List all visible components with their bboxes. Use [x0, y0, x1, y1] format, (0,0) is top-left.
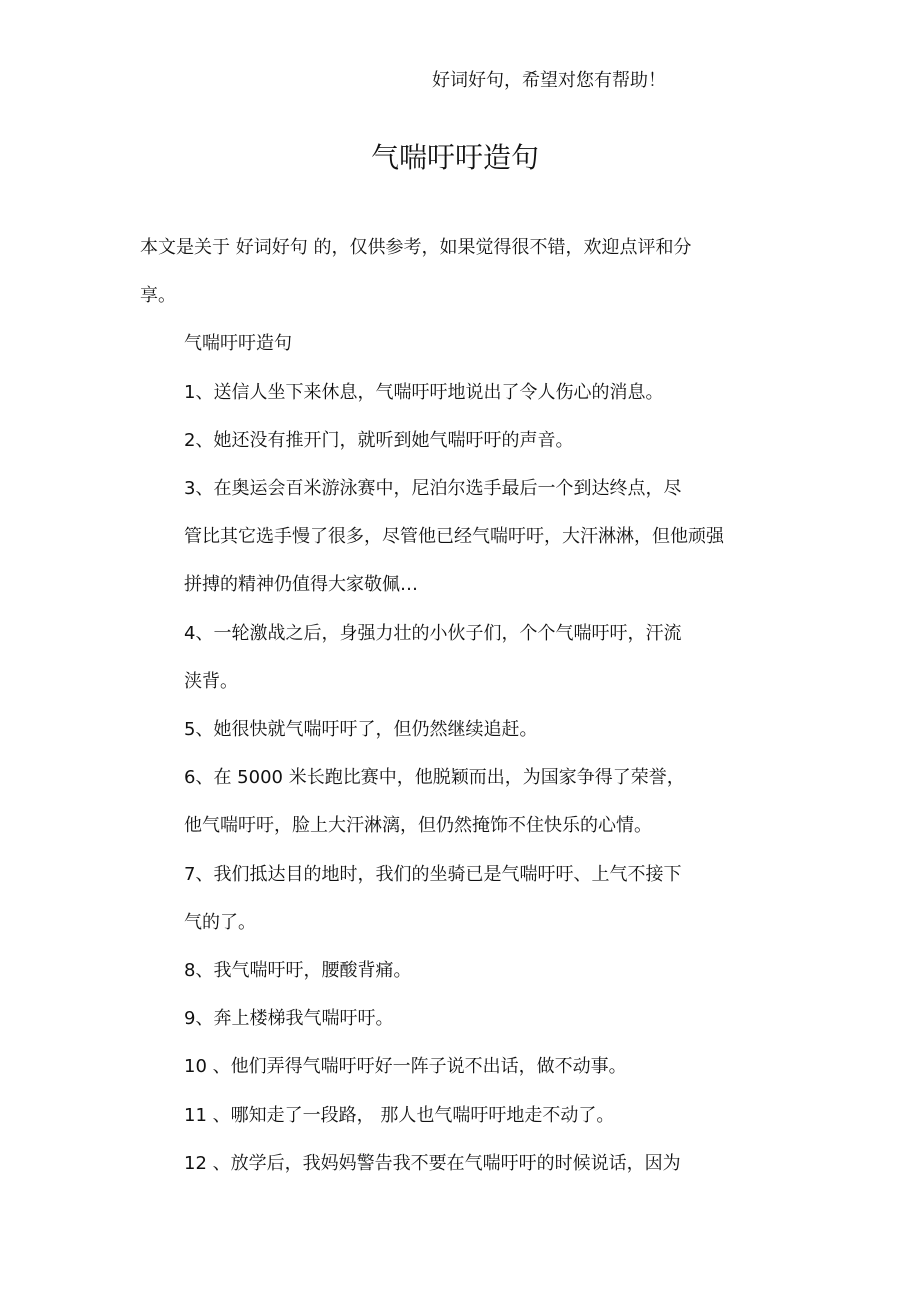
sentence-line: 气的了。: [184, 911, 256, 933]
sentence-item: [140, 851, 762, 947]
sentence-line: 管比其它选手慢了很多，尽管他已经气喘吁吁，大汗淋淋，但他顽强: [184, 526, 724, 548]
sentence-line: 2、她还没有推开门，就听到她气喘吁吁的声音。: [184, 429, 574, 451]
sentence-line: 浃背。: [184, 670, 238, 692]
sentence-item: [140, 947, 762, 995]
sentence-line: 12 、放学后，我妈妈警告我不要在气喘吁吁的时候说话，因为: [184, 1152, 681, 1174]
sentence-line: 8、我气喘吁吁，腰酸背痛。: [184, 960, 412, 982]
sentence-line: 11 、哪知走了一段路， 那人也气喘吁吁地走不动了。: [184, 1104, 615, 1126]
sentence-list: [140, 369, 762, 1188]
sentence-line: 9、奔上楼梯我气喘吁吁。: [184, 1008, 394, 1030]
sentence-item: [140, 1043, 762, 1091]
sentence-item: [140, 369, 762, 417]
sentence-item: [140, 706, 762, 754]
sentence-line: 5、她很快就气喘吁吁了，但仍然继续追赶。: [184, 719, 538, 741]
sentence-line: 1、送信人坐下来休息，气喘吁吁地说出了令人伤心的消息。: [184, 381, 664, 403]
intro-paragraph: [140, 224, 762, 320]
sentence-line: 10 、他们弄得气喘吁吁好一阵子说不出话，做不动事。: [184, 1056, 627, 1078]
sentence-line: 拼搏的精神仍值得大家敬佩…: [184, 574, 418, 596]
sentence-line: 7、我们抵达目的地时，我们的坐骑已是气喘吁吁、上气不接下: [184, 863, 682, 885]
sentence-item: [140, 610, 762, 706]
sentence-line: 4、一轮激战之后，身强力壮的小伙子们，个个气喘吁吁，汗流: [184, 622, 682, 644]
sentence-line: 3、在奥运会百米游泳赛中，尼泊尔选手最后一个到达终点，尽: [184, 478, 682, 500]
header-note: 好词好句，希望对您有帮助！: [432, 70, 666, 91]
section-subtitle: 气喘吁吁造句: [184, 333, 292, 355]
sentence-item: [140, 1140, 762, 1188]
intro-line: 本文是关于 好词好句 的，仅供参考，如果觉得很不错，欢迎点评和分: [140, 237, 692, 258]
sentence-item: [140, 995, 762, 1043]
sentence-item: [140, 754, 762, 850]
document-body: [140, 224, 762, 1188]
sentence-item: [140, 465, 762, 610]
sentence-item: [140, 417, 762, 465]
intro-line: 享。: [140, 285, 176, 307]
sentence-line: 6、在 5000 米长跑比赛中，他脱颖而出，为国家争得了荣誉，: [184, 767, 685, 789]
sentence-line: 他气喘吁吁，脸上大汗淋漓，但仍然掩饰不住快乐的心情。: [184, 815, 652, 837]
document-title: 气喘吁吁造句: [370, 141, 539, 174]
sentence-item: [140, 1092, 762, 1140]
